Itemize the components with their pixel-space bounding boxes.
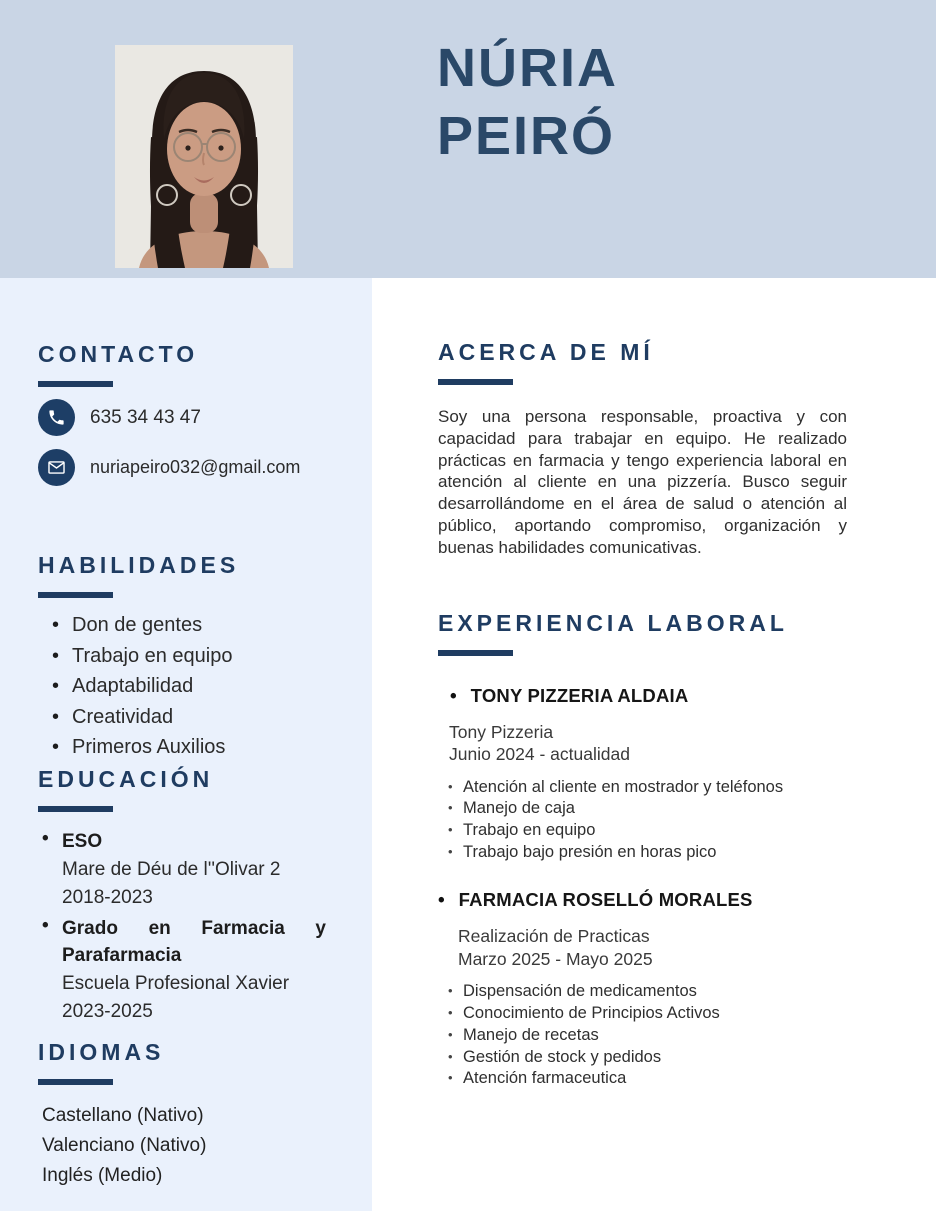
email-icon (38, 449, 75, 486)
list-item: Castellano (Nativo) (42, 1104, 204, 1126)
task-item: • Dispensación de medicamentos (448, 981, 847, 1003)
skills-section-title: HABILIDADES (38, 552, 240, 578)
list-item: • Creatividad (38, 702, 340, 733)
list-item: • Trabajo en equipo (38, 641, 340, 672)
email-address: nuriapeiro032@gmail.com (90, 457, 301, 477)
education-years: 2023-2025 (62, 1000, 153, 1022)
company-name: FARMACIA ROSELLÓ MORALES (458, 889, 753, 911)
list-item: Valenciano (Nativo) (42, 1134, 207, 1156)
list-item: • Don de gentes (38, 610, 340, 641)
skills-list (38, 610, 340, 763)
job-meta (438, 721, 847, 766)
phone-number: 635 34 43 47 (90, 406, 201, 428)
job-tasks-list (438, 777, 847, 864)
job-tasks-list (438, 981, 847, 1090)
task-item: • Gestión de stock y pedidos (448, 1047, 847, 1069)
school-name: Escuela Profesional Xavier (62, 972, 290, 994)
section-underline (438, 650, 513, 656)
employer-line: Realización de Practicas (458, 926, 650, 947)
languages-section-title: IDIOMAS (38, 1038, 165, 1065)
main-content (372, 278, 936, 1211)
task-item: • Trabajo bajo presión en horas pico (448, 842, 847, 864)
job-title-row (438, 889, 847, 912)
task-item: • Manejo de recetas (448, 1025, 847, 1047)
company-name: TONY PIZZERIA ALDAIA (470, 684, 689, 706)
about-paragraph: Soy una persona responsable, proactiva y con capacidad para trabajar en equipo. He realizado prácticas en farmacia y tengo experiencia laboral en atención al cliente en una pizzería. Busco seguir desarrollándome en el área de salud o atención al público, aportando compromiso, organización y buenas habilidades comunicativas. (438, 407, 847, 557)
experience-section-title: EXPERIENCIA LABORAL (438, 609, 788, 636)
period-line: Junio 2024 - actualidad (449, 744, 630, 765)
candidate-first-name: NÚRIA (437, 38, 618, 98)
portrait-illustration (115, 45, 293, 268)
task-item: • Atención farmaceutica (448, 1068, 847, 1090)
contact-phone-row (38, 399, 340, 436)
degree-name: • ESO (62, 830, 103, 852)
candidate-last-name: PEIRÓ (437, 106, 616, 166)
education-item (38, 915, 326, 1025)
header-banner (0, 0, 936, 278)
sidebar (0, 278, 372, 1211)
period-line: Marzo 2025 - Mayo 2025 (458, 948, 653, 969)
candidate-name (437, 34, 618, 170)
job-meta (438, 925, 847, 970)
contact-section-title: CONTACTO (38, 341, 199, 367)
job-title-row (438, 685, 847, 708)
section-underline (38, 381, 113, 387)
bullet-icon: • (438, 890, 445, 912)
list-item: Inglés (Medio) (42, 1164, 163, 1186)
about-section-title: ACERCA DE MÍ (438, 339, 654, 365)
task-item: • Conocimiento de Principios Activos (448, 1003, 847, 1025)
contact-email-row (38, 449, 340, 486)
employer-line: Tony Pizzeria (449, 721, 554, 742)
languages-list (38, 1101, 340, 1191)
education-years: 2018-2023 (62, 886, 153, 908)
education-list (38, 828, 326, 1025)
school-name: Mare de Déu de l''Olivar 2 (62, 858, 281, 880)
phone-icon (38, 399, 75, 436)
profile-photo (115, 45, 293, 268)
task-item: • Atención al cliente en mostrador y teléfonos (448, 777, 847, 799)
education-item (38, 828, 326, 911)
task-item: • Manejo de caja (448, 798, 847, 820)
bullet-icon: • (450, 685, 457, 707)
experience-job (438, 685, 847, 864)
degree-name: • Grado en Farmacia y Parafarmacia (62, 917, 326, 966)
section-underline (38, 592, 113, 598)
section-underline (38, 1079, 113, 1085)
list-item: • Adaptabilidad (38, 671, 340, 702)
section-underline (438, 379, 513, 385)
task-item: • Trabajo en equipo (448, 820, 847, 842)
section-underline (38, 806, 113, 812)
experience-job (438, 889, 847, 1090)
list-item: • Primeros Auxilios (38, 732, 340, 763)
education-section-title: EDUCACIÓN (38, 765, 214, 792)
